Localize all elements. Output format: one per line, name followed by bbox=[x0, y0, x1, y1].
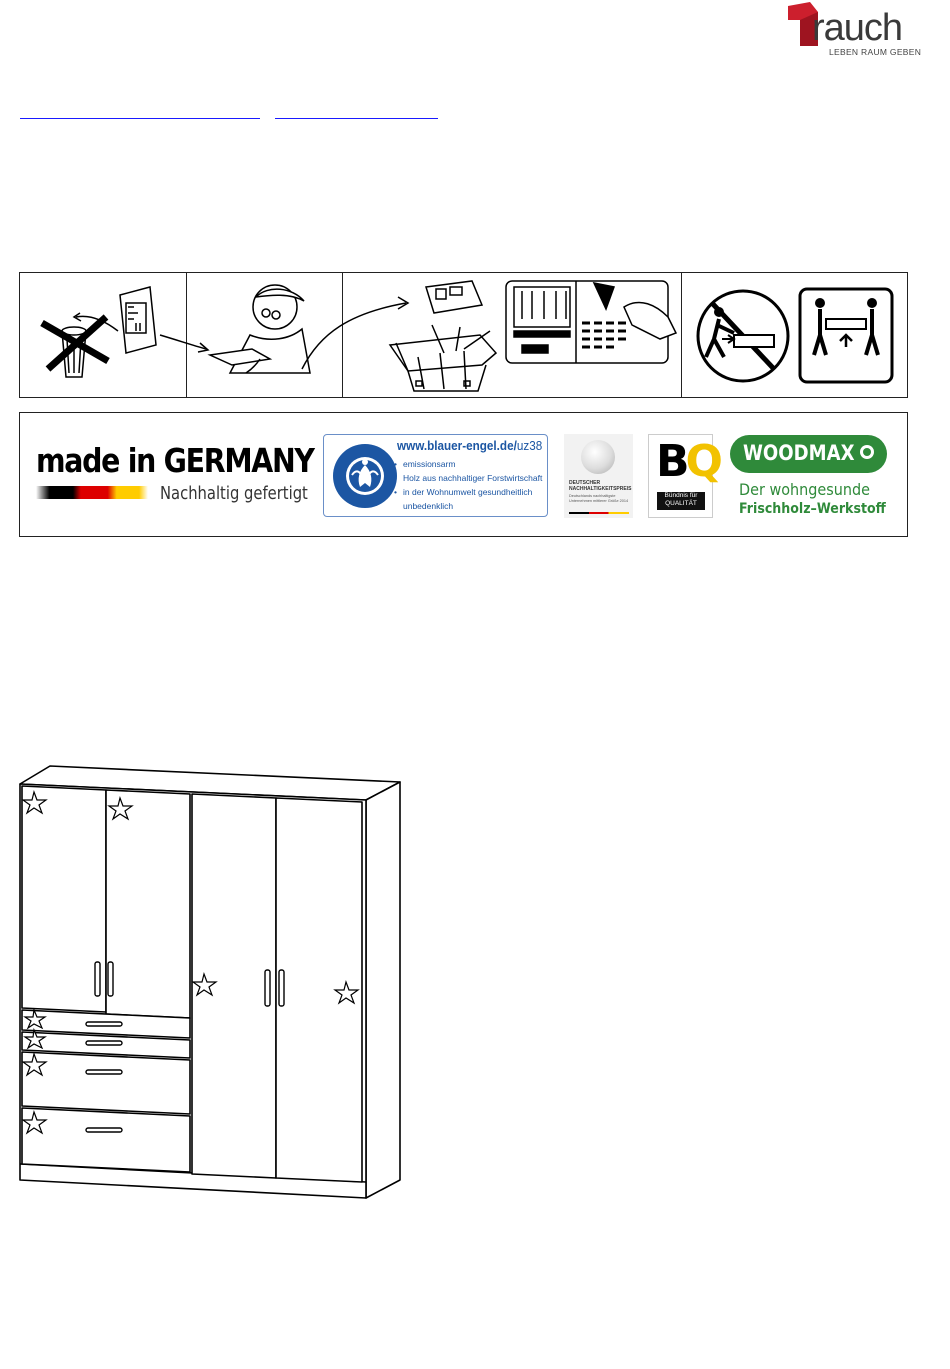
bullet-item: • in der Wohnumwelt gesundheitlich bbox=[394, 485, 544, 499]
wardrobe-side bbox=[366, 782, 400, 1198]
prize-subtitle: Deutschlands nachhaltigste Unternehmen mittlerer Größe 2014 bbox=[569, 494, 629, 503]
lift-furniture-icon bbox=[800, 289, 892, 382]
drawer-3 bbox=[22, 1052, 190, 1114]
brand-logo bbox=[788, 2, 922, 60]
blauer-engel-bullets bbox=[394, 457, 544, 513]
instruction-strip bbox=[19, 272, 908, 398]
brand-tagline: LEBEN RAUM GEBEN bbox=[829, 47, 922, 57]
bullet-item: • emissionsarm bbox=[394, 457, 544, 471]
do-not-push-furniture-icon bbox=[698, 291, 788, 381]
woodmax-line1: Der wohngesunde bbox=[739, 480, 871, 499]
store-parts-in-folder-icon bbox=[390, 281, 676, 391]
link-1[interactable] bbox=[20, 104, 260, 119]
arrow-icon bbox=[160, 335, 206, 349]
prize-sphere-icon bbox=[581, 440, 615, 474]
made-in-germany-subtitle: Nachhaltig gefertigt bbox=[160, 483, 308, 504]
bq-letters: BQ bbox=[656, 436, 719, 487]
nachhaltigkeitspreis-badge bbox=[564, 434, 633, 518]
link-2[interactable] bbox=[275, 104, 438, 119]
woodmax-dot-icon bbox=[860, 445, 874, 459]
made-in-germany-title: made in GERMANY bbox=[36, 441, 314, 480]
bq-badge bbox=[648, 434, 719, 518]
prize-title: DEUTSCHER NACHHALTIGKEITSPREIS bbox=[569, 480, 632, 492]
woodmax-badge bbox=[730, 433, 890, 519]
bullet-item: unbedenklich bbox=[403, 501, 454, 511]
germany-flag-bar-icon bbox=[36, 486, 148, 499]
bullet-item: • Holz aus nachhaltiger Forstwirtschaft bbox=[394, 471, 544, 485]
blauer-engel-seal-icon bbox=[332, 443, 398, 509]
certification-panel bbox=[19, 412, 908, 537]
blauer-engel-url[interactable]: www.blauer-engel.de/uz38 bbox=[397, 438, 543, 453]
brand-name: rauch bbox=[812, 7, 903, 49]
door-2 bbox=[106, 790, 190, 1018]
drawer-4 bbox=[22, 1108, 190, 1172]
read-manual-icon bbox=[210, 285, 310, 373]
wardrobe-illustration bbox=[14, 762, 406, 1202]
door-1 bbox=[22, 786, 106, 1012]
prize-flag-bar bbox=[569, 512, 629, 514]
woodmax-line2: Frischholz–Werkstoff bbox=[739, 501, 886, 517]
instruction-drawings bbox=[20, 273, 906, 396]
blauer-engel-badge bbox=[323, 434, 548, 517]
woodmax-pill bbox=[730, 435, 887, 473]
woodmax-name: WOODMAX bbox=[743, 441, 855, 465]
bq-tag: Bündnis für QUALITÄT bbox=[657, 492, 705, 510]
do-not-discard-manual-icon bbox=[42, 287, 156, 377]
